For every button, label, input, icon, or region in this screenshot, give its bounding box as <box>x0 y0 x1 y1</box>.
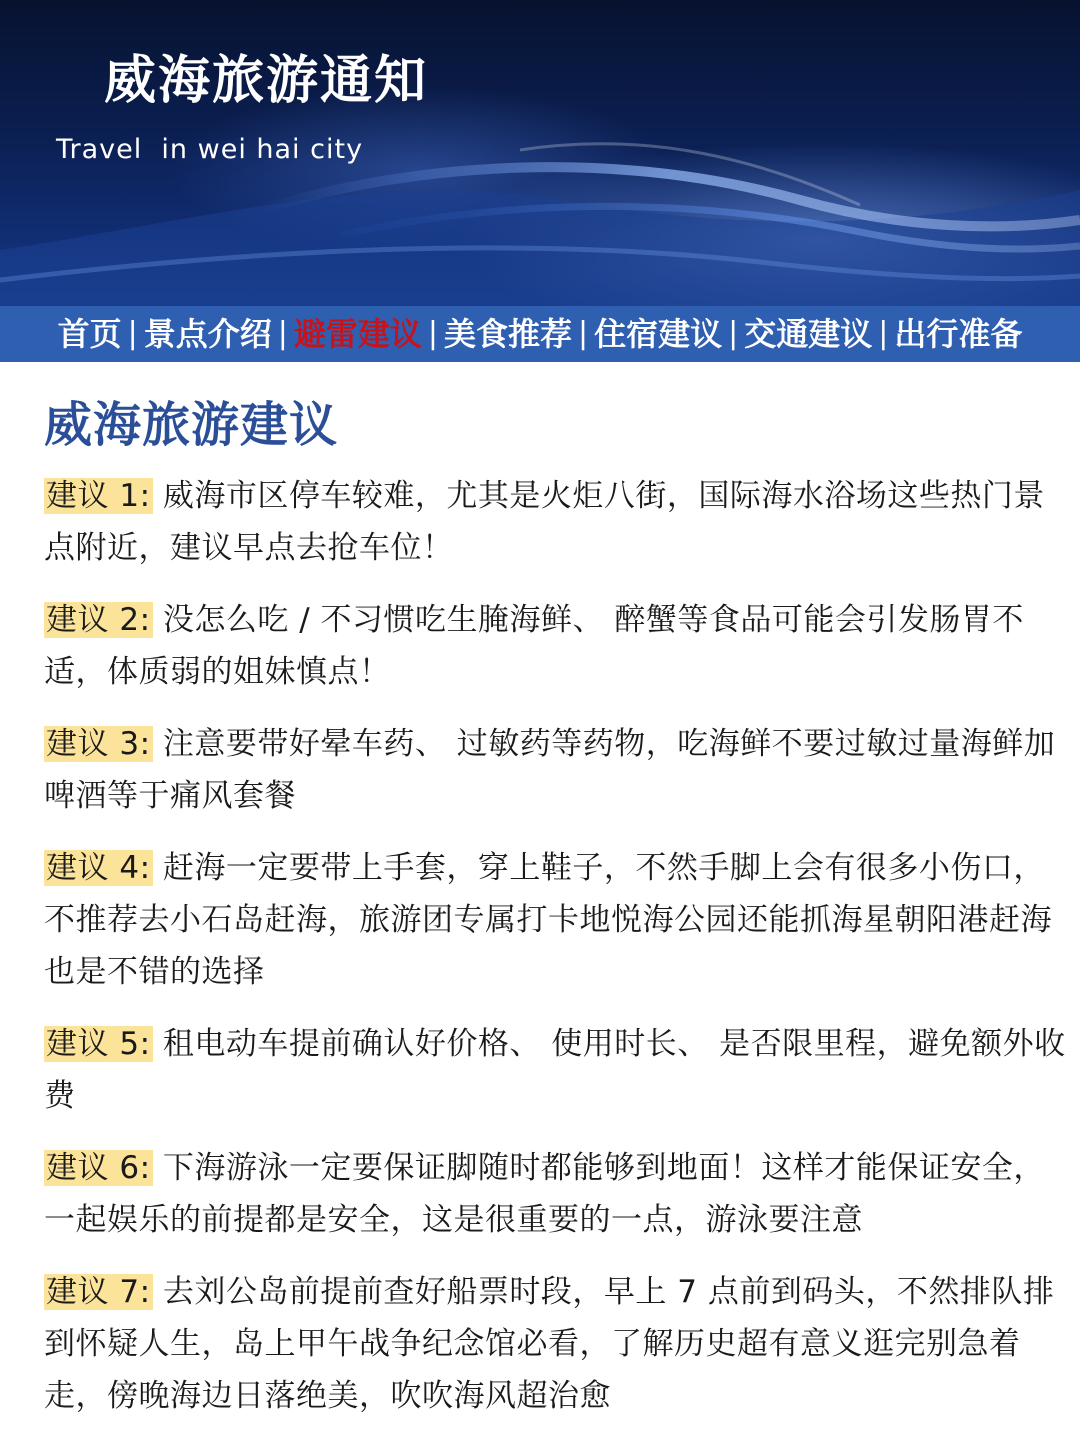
tip-item <box>44 1142 1074 1246</box>
nav-item-transport[interactable]: 交通建议 <box>744 315 873 353</box>
tip-text: 下海游泳一定要保证脚随时都能够到地面！这样才能保证安全，一起娱乐的前提都是安全，这是很重要的一点，游泳要注意 <box>44 1150 1045 1238</box>
tip-label: 建议 1: <box>46 478 151 514</box>
tip-text: 租电动车提前确认好价格、 使用时长、 是否限里程，避免额外收费 <box>44 1026 1066 1114</box>
tip-text: 赶海一定要带上手套，穿上鞋子，不然手脚上会有很多小伤口，不推荐去小石岛赶海，旅游团专属打卡地悦海公园还能抓海星朝阳港赶海也是不错的选择 <box>44 850 1052 990</box>
banner-title: 威海旅游通知 <box>104 51 429 111</box>
nav-separator: | <box>277 316 288 351</box>
tip-label: 建议 5: <box>46 1026 151 1062</box>
nav-separator: | <box>578 316 589 351</box>
tip-item <box>44 1018 1074 1122</box>
tip-text: 注意要带好晕车药、 过敏药等药物，吃海鲜不要过敏过量海鲜加啤酒等于痛风套餐 <box>44 726 1056 814</box>
tip-item <box>44 718 1074 822</box>
tip-label: 建议 7: <box>46 1274 151 1310</box>
nav-separator: | <box>878 316 889 351</box>
section-title: 威海旅游建议 <box>44 397 339 453</box>
tip-item <box>44 842 1074 998</box>
tip-label: 建议 3: <box>46 726 151 762</box>
tip-item <box>44 470 1074 574</box>
tip-label: 建议 6: <box>46 1150 151 1186</box>
nav-item-trip-prep[interactable]: 出行准备 <box>894 315 1023 353</box>
tip-text: 去刘公岛前提前查好船票时段，早上 7 点前到码头，不然排队排到怀疑人生，岛上甲午战争纪念馆必看，了解历史超有意义逛完别急着走，傍晚海边日落绝美，吹吹海风超治愈 <box>44 1274 1055 1414</box>
nav-separator: | <box>427 316 438 351</box>
nav-item-pitfall-tips[interactable]: 避雷建议 <box>293 315 422 353</box>
tip-text: 没怎么吃 / 不习惯吃生腌海鲜、 醉蟹等食品可能会引发肠胃不适，体质弱的姐妹慎点！ <box>44 602 1024 690</box>
tip-label: 建议 4: <box>46 850 151 886</box>
nav-separator: | <box>127 316 138 351</box>
tip-item <box>44 594 1074 698</box>
tip-label: 建议 2: <box>46 602 151 638</box>
tip-text: 威海市区停车较难，尤其是火炬八街，国际海水浴场这些热门景点附近，建议早点去抢车位！ <box>44 478 1045 566</box>
top-nav-bar <box>0 306 1080 362</box>
nav-item-accommodation[interactable]: 住宿建议 <box>594 315 723 353</box>
nav-item-food[interactable]: 美食推荐 <box>443 315 572 353</box>
main-content <box>44 390 1074 1440</box>
tip-item <box>44 1266 1074 1422</box>
header-banner <box>0 0 1080 306</box>
nav-item-home[interactable]: 首页 <box>57 315 122 353</box>
nav-separator: | <box>728 316 739 351</box>
banner-subtitle: Travel in wei hai city <box>56 134 364 165</box>
nav-item-attractions[interactable]: 景点介绍 <box>143 315 272 353</box>
